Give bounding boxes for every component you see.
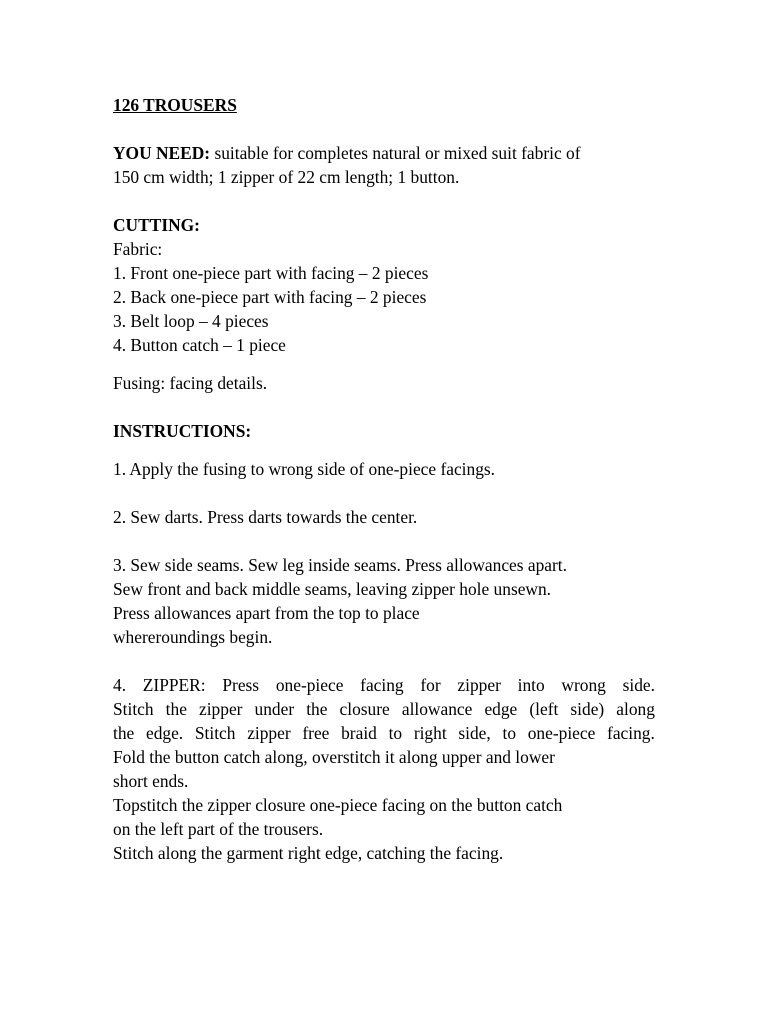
fusing-note: Fusing: facing details.: [113, 373, 268, 393]
instruction-step-2: 2. Sew darts. Press darts towards the center.: [113, 507, 418, 527]
cutting-item: 3. Belt loop – 4 pieces: [113, 311, 269, 331]
you-need-line-1: [113, 141, 658, 165]
cutting-item: 4. Button catch – 1 piece: [113, 335, 286, 355]
document-page: [113, 93, 658, 865]
you-need-text-2: 150 cm width; 1 zipper of 22 cm length; 1 button.: [113, 167, 460, 187]
instructions-heading: INSTRUCTIONS:: [113, 421, 252, 441]
fabric-label: Fabric:: [113, 239, 163, 259]
cutting-item: 1. Front one-piece part with facing – 2 pieces: [113, 263, 429, 283]
instruction-step-4-line: Stitch along the garment right edge, catching the facing.: [113, 843, 504, 863]
instruction-step-4-line: short ends.: [113, 771, 189, 791]
instruction-step-3-line: 3. Sew side seams. Sew leg inside seams. Press allowances apart.: [113, 555, 567, 575]
cutting-item: 2. Back one-piece part with facing – 2 pieces: [113, 287, 427, 307]
you-need-label: YOU NEED:: [113, 143, 211, 163]
instruction-step-3-line: whereroundings begin.: [113, 627, 273, 647]
cutting-heading: CUTTING:: [113, 215, 200, 235]
instruction-step-4-line: Stitch the zipper under the closure allowance edge (left side) along: [113, 699, 655, 719]
instruction-step-3-line: Press allowances apart from the top to place: [113, 603, 420, 623]
instruction-step-4-line: 4. ZIPPER: Press one-piece facing for zipper into wrong side.: [113, 675, 655, 695]
you-need-text-1: suitable for completes natural or mixed suit fabric of: [210, 143, 581, 163]
instruction-step-3-line: Sew front and back middle seams, leaving zipper hole unsewn.: [113, 579, 552, 599]
instruction-step-4-line: Topstitch the zipper closure one-piece facing on the button catch: [113, 795, 563, 815]
instruction-step-4-line: on the left part of the trousers.: [113, 819, 324, 839]
document-title: 126 TROUSERS: [113, 95, 237, 115]
instruction-step-1: 1. Apply the fusing to wrong side of one-piece facings.: [113, 459, 496, 479]
instruction-step-4-line: Fold the button catch along, overstitch it along upper and lower: [113, 747, 555, 767]
instruction-step-4-line: the edge. Stitch zipper free braid to right side, to one-piece facing.: [113, 723, 655, 743]
